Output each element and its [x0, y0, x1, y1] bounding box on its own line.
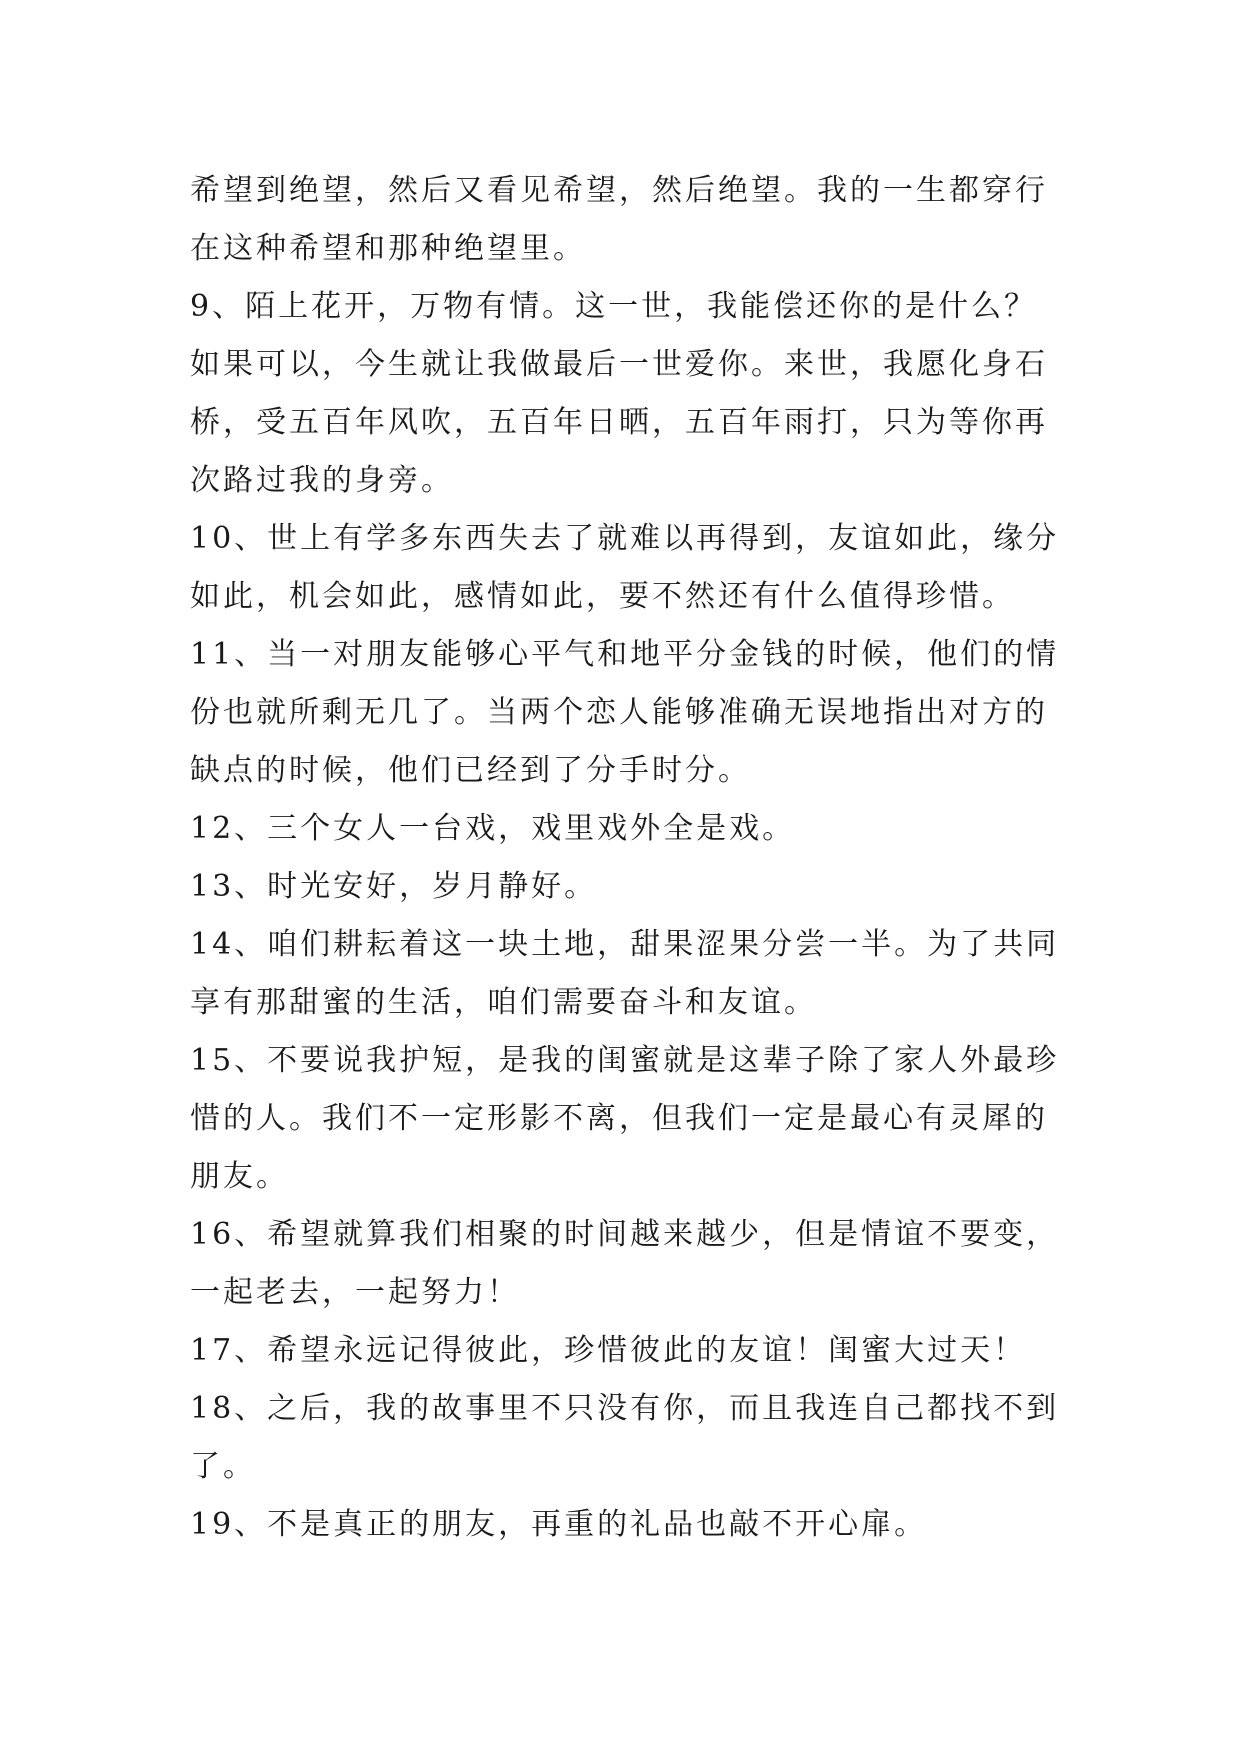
text-line: 了。 [190, 1449, 256, 1484]
text-line: 13、时光安好，岁月静好。 [190, 869, 598, 904]
paragraph-continuation [190, 162, 1070, 278]
paragraph-item-16 [190, 1206, 1070, 1322]
text-line: 享有那甜蜜的生活，咱们需要奋斗和友谊。 [190, 985, 817, 1020]
text-line: 份也就所剩无几了。当两个恋人能够准确无误地指出对方的 [190, 695, 1048, 730]
text-line: 11、当一对朋友能够心平气和地平分金钱的时候，他们的情 [190, 637, 1060, 672]
paragraph-item-9 [190, 278, 1070, 510]
text-line: 一起老去，一起努力！ [190, 1275, 520, 1310]
text-line: 19、不是真正的朋友，再重的礼品也敲不开心扉。 [190, 1507, 928, 1542]
text-line: 9、陌上花开，万物有情。这一世，我能偿还你的是什么？ [190, 289, 1038, 324]
text-line: 10、世上有学多东西失去了就难以再得到，友谊如此，缘分 [190, 521, 1060, 556]
text-line: 桥，受五百年风吹，五百年日晒，五百年雨打，只为等你再 [190, 405, 1048, 440]
text-line: 缺点的时候，他们已经到了分手时分。 [190, 753, 751, 788]
paragraph-item-14 [190, 916, 1070, 1032]
text-line: 如果可以，今生就让我做最后一世爱你。来世，我愿化身石 [190, 347, 1048, 382]
text-line: 希望到绝望，然后又看见希望，然后绝望。我的一生都穿行 [190, 173, 1048, 208]
paragraph-item-17 [190, 1322, 1070, 1380]
text-line: 在这种希望和那种绝望里。 [190, 231, 586, 266]
paragraph-item-19 [190, 1496, 1070, 1554]
text-line: 15、不要说我护短，是我的闺蜜就是这辈子除了家人外最珍 [190, 1043, 1060, 1078]
paragraph-item-11 [190, 626, 1070, 800]
paragraph-item-15 [190, 1032, 1070, 1206]
paragraph-item-18 [190, 1380, 1070, 1496]
text-line: 14、咱们耕耘着这一块土地，甜果涩果分尝一半。为了共同 [190, 927, 1060, 962]
document-body [190, 162, 1070, 1554]
text-line: 如此，机会如此，感情如此，要不然还有什么值得珍惜。 [190, 579, 1015, 614]
text-line: 惜的人。我们不一定形影不离，但我们一定是最心有灵犀的 [190, 1101, 1048, 1136]
paragraph-item-13 [190, 858, 1070, 916]
paragraph-item-12 [190, 800, 1070, 858]
text-line: 朋友。 [190, 1159, 289, 1194]
text-line: 18、之后，我的故事里不只没有你，而且我连自己都找不到 [190, 1391, 1060, 1426]
text-line: 17、希望永远记得彼此，珍惜彼此的友谊！闺蜜大过天！ [190, 1333, 1027, 1368]
paragraph-item-10 [190, 510, 1070, 626]
text-line: 12、三个女人一台戏，戏里戏外全是戏。 [190, 811, 796, 846]
text-line: 次路过我的身旁。 [190, 463, 454, 498]
text-line: 16、希望就算我们相聚的时间越来越少，但是情谊不要变， [190, 1217, 1060, 1252]
